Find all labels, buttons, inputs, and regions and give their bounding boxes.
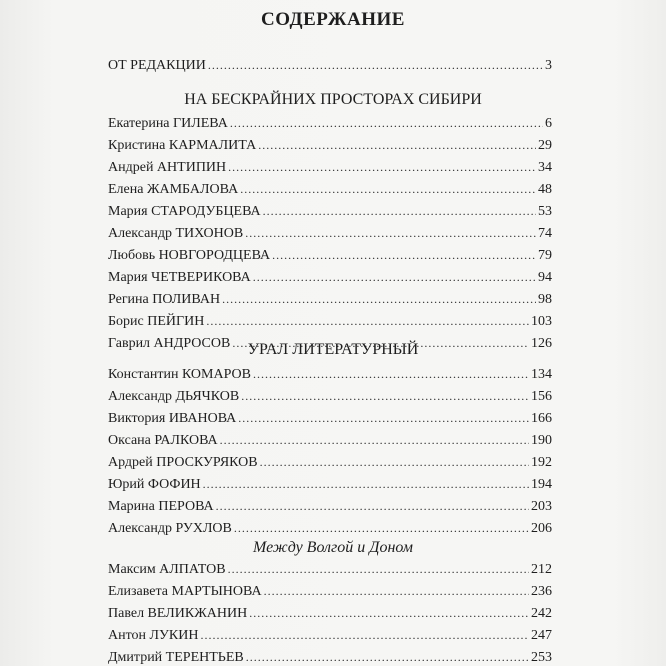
entry-page-number: 3 (545, 58, 552, 73)
entry-page-number: 79 (538, 248, 552, 263)
entry-name: Борис ПЕЙГИН (108, 314, 205, 329)
entry-page-number: 48 (538, 182, 552, 197)
dot-leader (201, 629, 530, 641)
toc-entry (108, 427, 552, 449)
toc-entry (108, 242, 552, 264)
entry-name: Максим АЛПАТОВ (108, 562, 226, 577)
entry-name: Антон ЛУКИН (108, 628, 199, 643)
entry-name: Кристина КАРМАЛИТА (108, 138, 257, 153)
entry-page-number: 206 (531, 521, 552, 536)
toc-entry (108, 600, 552, 622)
entry-name: Виктория ИВАНОВА (108, 411, 237, 426)
toc-entry (108, 220, 552, 242)
entry-name: ОТ РЕДАКЦИИ (108, 58, 206, 73)
dot-leader (258, 139, 536, 151)
dot-leader (246, 651, 529, 663)
entry-page-number: 190 (531, 433, 552, 448)
dot-leader (253, 271, 536, 283)
entry-page-number: 98 (538, 292, 552, 307)
entry-name: Дмитрий ТЕРЕНТЬЕВ (108, 650, 244, 665)
entry-name: Мария ЧЕТВЕРИКОВА (108, 270, 251, 285)
entry-page-number: 166 (531, 411, 552, 426)
entry-page-number: 94 (538, 270, 552, 285)
entry-name: Павел ВЕЛИКЖАНИН (108, 606, 248, 621)
entry-name: Марина ПЕРОВА (108, 499, 214, 514)
entry-name: Оксана РАЛКОВА (108, 433, 218, 448)
dot-leader (228, 563, 529, 575)
entry-name: Екатерина ГИЛЕВА (108, 116, 228, 131)
dot-leader (245, 227, 536, 239)
toc-entry (108, 493, 552, 515)
toc-entry (108, 578, 552, 600)
entry-page-number: 194 (531, 477, 552, 492)
entry-page-number: 212 (531, 562, 552, 577)
entry-name: Александр ТИХОНОВ (108, 226, 244, 241)
dot-leader (222, 293, 536, 305)
entry-page-number: 6 (545, 116, 552, 131)
dot-leader (220, 434, 529, 446)
dot-leader (240, 183, 536, 195)
dot-leader (203, 478, 529, 490)
entry-name: Юрий ФОФИН (108, 477, 201, 492)
entry-name: Александр РУХЛОВ (108, 521, 232, 536)
toc-entry (108, 515, 552, 537)
entry-name: Ардрей ПРОСКУРЯКОВ (108, 455, 258, 470)
entry-page-number: 53 (538, 204, 552, 219)
toc-entry (108, 308, 552, 330)
toc-entry (108, 264, 552, 286)
dot-leader (260, 456, 529, 468)
toc-entry (108, 110, 552, 132)
entry-name: Гаврил АНДРОСОВ (108, 336, 231, 351)
entry-page-number: 134 (531, 367, 552, 382)
entry-page-number: 253 (531, 650, 552, 665)
entry-page-number: 192 (531, 455, 552, 470)
toc-entry (108, 361, 552, 383)
entry-name: Регина ПОЛИВАН (108, 292, 221, 307)
dot-leader (208, 59, 543, 71)
entry-name: Александр ДЬЯЧКОВ (108, 389, 240, 404)
entry-page-number: 34 (538, 160, 552, 175)
entry-page-number: 242 (531, 606, 552, 621)
dot-leader (230, 117, 543, 129)
toc-entry (108, 449, 552, 471)
toc-entry (108, 198, 552, 220)
dot-leader (228, 161, 536, 173)
entry-name: Елена ЖАМБАЛОВА (108, 182, 239, 197)
toc-entry (108, 644, 552, 666)
toc-entry (108, 154, 552, 176)
toc-entry (108, 622, 552, 644)
toc-entry (108, 556, 552, 578)
dot-leader (238, 412, 529, 424)
entry-page-number: 126 (531, 336, 552, 351)
entry-name: Елизавета МАРТЫНОВА (108, 584, 262, 599)
toc-entry-intro (108, 52, 552, 74)
entry-page-number: 156 (531, 389, 552, 404)
dot-leader (272, 249, 536, 261)
toc-entry (108, 471, 552, 493)
toc-entry (108, 176, 552, 198)
entry-name: Мария СТАРОДУБЦЕВА (108, 204, 261, 219)
entry-page-number: 203 (531, 499, 552, 514)
entry-page-number: 29 (538, 138, 552, 153)
toc-entry (108, 405, 552, 427)
dot-leader (216, 500, 529, 512)
section-title: НА БЕСКРАЙНИХ ПРОСТОРАХ СИБИРИ (184, 91, 482, 108)
toc-entry (108, 286, 552, 308)
page-title: СОДЕРЖАНИЕ (261, 9, 405, 30)
entry-name: Любовь НОВГОРОДЦЕВА (108, 248, 271, 263)
toc-entry (108, 132, 552, 154)
entry-page-number: 103 (531, 314, 552, 329)
dot-leader (253, 368, 529, 380)
dot-leader (263, 205, 536, 217)
entry-name: Андрей АНТИПИН (108, 160, 227, 175)
entry-name: Константин КОМАРОВ (108, 367, 252, 382)
entry-page-number: 247 (531, 628, 552, 643)
dot-leader (264, 585, 529, 597)
dot-leader (241, 390, 529, 402)
entry-page-number: 236 (531, 584, 552, 599)
toc-entry (108, 383, 552, 405)
dot-leader (234, 522, 529, 534)
dot-leader (249, 607, 529, 619)
dot-leader (206, 315, 529, 327)
section-title: Между Волгой и Доном (253, 539, 413, 556)
entry-page-number: 74 (538, 226, 552, 241)
section-title: УРАЛ ЛИТЕРАТУРНЫЙ (247, 341, 419, 358)
